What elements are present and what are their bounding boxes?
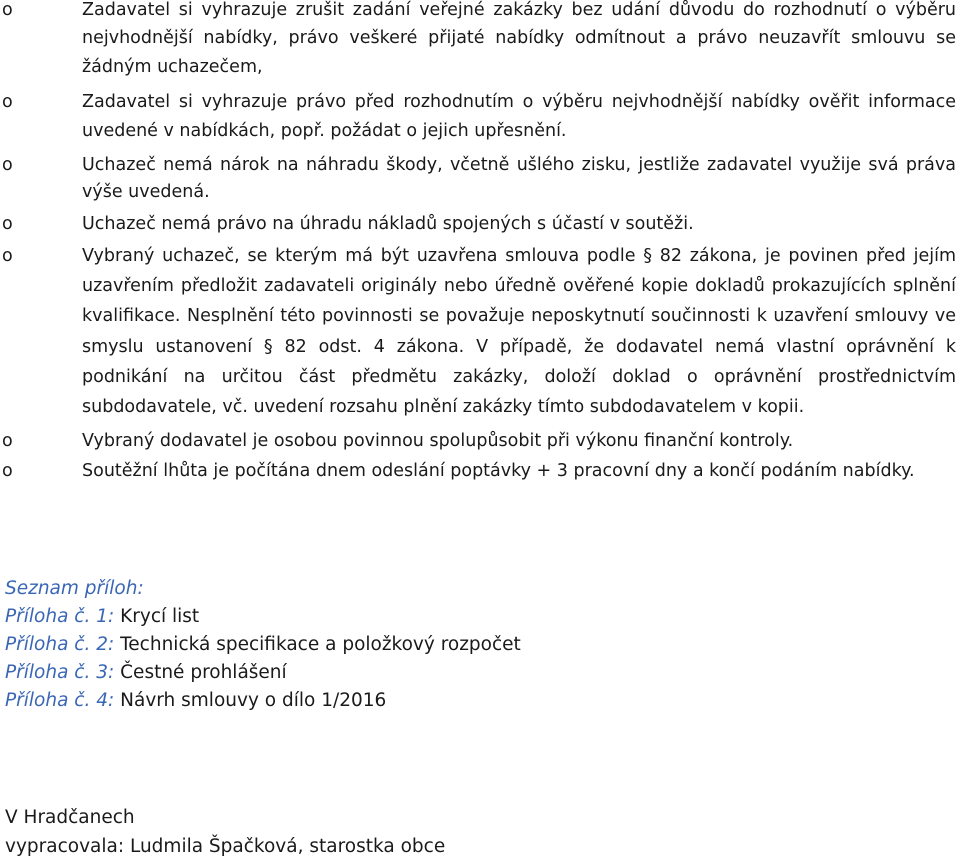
signature-place: V Hradčanech (5, 807, 135, 828)
attachment-title: Čestné prohlášení (120, 662, 287, 683)
attachments-section (5, 575, 521, 715)
list-item (0, 241, 960, 423)
attachment-item (5, 631, 521, 659)
condition-text: Vybraný uchazeč, se kterým má být uzavřena smlouva podle § 82 zákona, je povinen před jejím uzavřením předložit zadavateli originály nebo úředně ověřené kopie dokladů prokazujících splnění kvalifikace. Nesplnění této povinnosti se považuje neposkytnutí součinnosti k uzavření smlouvy ve smyslu ustanovení § 82 odst. 4 zákona. V případě, že dodavatel nemá vlastní oprávnění k podnikání na určitou část předmětu zakázky, doloží doklad o oprávnění prostřednictvím subdodavatele, vč. uvedení rozsahu plnění zakázky tímto subdodavatelem v kopii. (82, 245, 956, 418)
prepared-by-label: vypracovala: (5, 836, 125, 857)
attachment-number: Příloha č. 3: (5, 662, 115, 683)
attachments-heading: Seznam příloh: (5, 578, 144, 599)
attachment-item (5, 603, 521, 631)
condition-text: Soutěžní lhůta je počítána dnem odeslání poptávky + 3 pracovní dny a končí podáním nabídky. (82, 460, 915, 481)
condition-text: Zadavatel si vyhrazuje právo před rozhodnutím o výběru nejvhodnější nabídky ověřit informace uvedené v nabídkách, popř. požádat o jejich upřesnění. (82, 91, 956, 141)
prepared-by-line (5, 832, 445, 861)
attachment-title: Krycí list (120, 606, 200, 627)
attachment-number: Příloha č. 2: (5, 634, 115, 655)
list-item (0, 210, 960, 238)
attachment-item (5, 687, 521, 715)
bullet-o-icon: o (2, 0, 13, 20)
attachment-title: Návrh smlouvy o dílo 1/2016 (120, 690, 387, 711)
attachment-title: Technická specifikace a položkový rozpočet (120, 634, 521, 655)
bullet-o-icon: o (2, 430, 13, 451)
bullet-o-icon: o (2, 460, 13, 481)
list-item (0, 152, 960, 206)
list-item (0, 427, 960, 456)
attachment-item (5, 659, 521, 687)
bullet-o-icon: o (2, 245, 13, 266)
list-item (0, 88, 960, 146)
signature-block (5, 803, 445, 861)
condition-text: Zadavatel si vyhrazuje zrušit zadání veřejné zakázky bez udání důvodu do rozhodnutí o výběru nejvhodnější nabídky, právo veškeré přijaté nabídky odmítnout a právo neuzavřít smlouvu se žádným uchazečem, (82, 0, 956, 77)
condition-text: Vybraný dodavatel je osobou povinnou spolupůsobit při výkonu finanční kontroly. (82, 430, 794, 451)
attachment-number: Příloha č. 1: (5, 606, 115, 627)
bullet-o-icon: o (2, 154, 13, 175)
condition-text: Uchazeč nemá nárok na náhradu škody, včetně ušlého zisku, jestliže zadavatel využije svá práva výše uvedená. (82, 154, 956, 202)
prepared-by-name: Ludmila Špačková, starostka obce (129, 836, 446, 857)
list-item (0, 0, 960, 81)
condition-text: Uchazeč nemá právo na úhradu nákladů spojených s účastí v soutěži. (82, 213, 694, 234)
attachment-number: Příloha č. 4: (5, 690, 115, 711)
bullet-o-icon: o (2, 91, 13, 112)
list-item (0, 457, 960, 486)
bullet-o-icon: o (2, 213, 13, 234)
